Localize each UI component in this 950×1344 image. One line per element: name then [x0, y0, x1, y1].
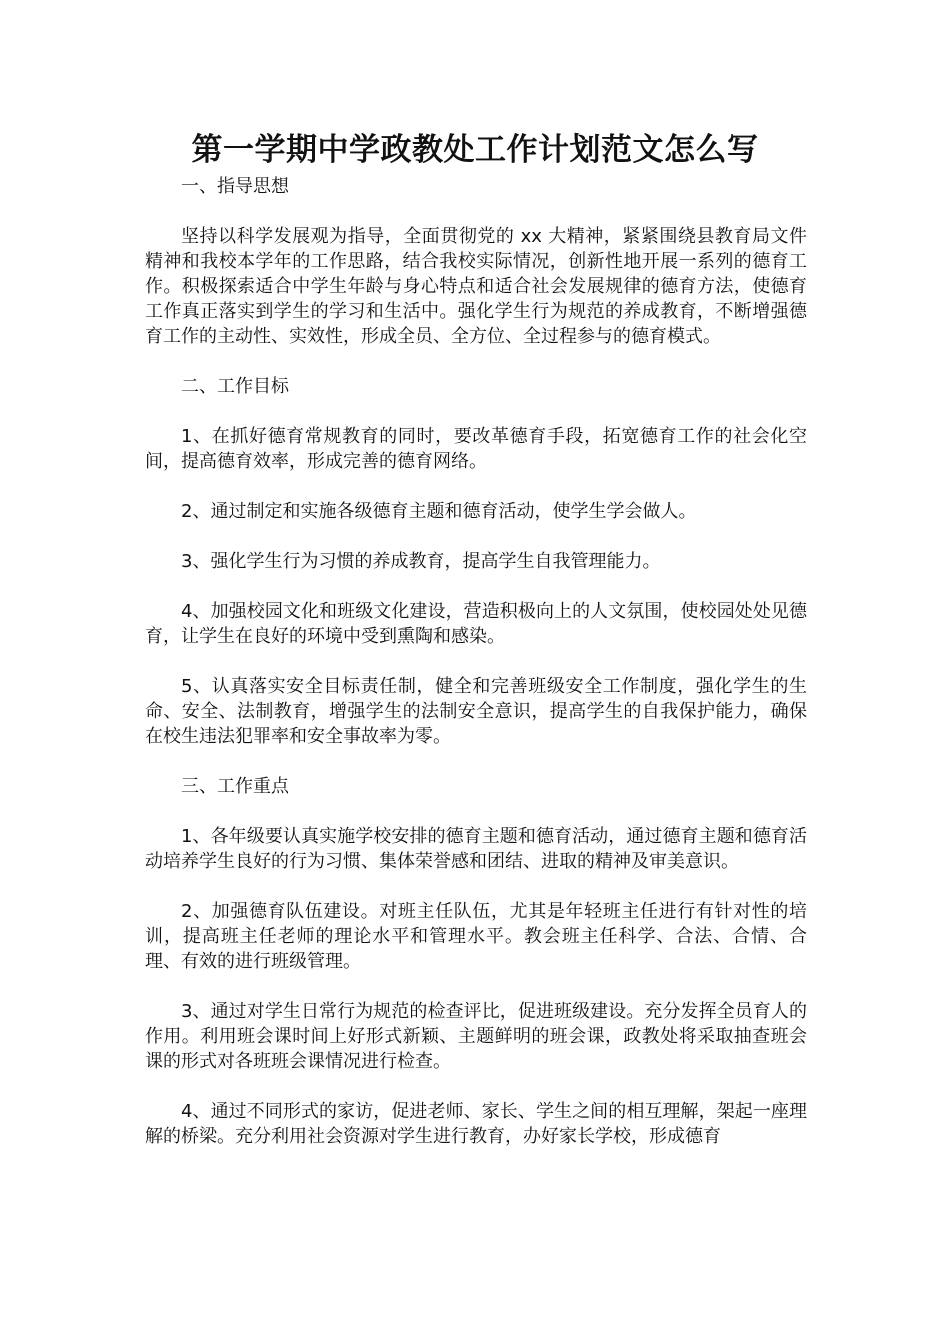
section-heading-work-focus: 三、工作重点 [181, 776, 289, 797]
paragraph: 3、强化学生行为习惯的养成教育，提高学生自我管理能力。 [181, 551, 661, 572]
paragraph: 3、通过对学生日常行为规范的检查评比，促进班级建设。充分发挥全员育人的作用。利用班会课时间上好形式新颖、主题鲜明的班会课，政教处将采取抽查班会课的形式对各班班会课情况进行检查。 [145, 1001, 807, 1072]
section-heading-guiding-ideology: 一、指导思想 [181, 176, 289, 197]
document-body [145, 174, 807, 1174]
paragraph: 4、通过不同形式的家访，促进老师、家长、学生之间的相互理解，架起一座理解的桥梁。充分利用社会资源对学生进行教育，办好家长学校，形成德育 [145, 1101, 807, 1147]
section-heading-work-goals: 二、工作目标 [181, 376, 289, 397]
paragraph: 坚持以科学发展观为指导，全面贯彻党的 xx 大精神，紧紧围绕县教育局文件精神和我校本学年的工作思路，结合我校实际情况，创新性地开展一系列的德育工作。积极探索适合中学生年龄与身心特点和适合社会发展规律的德育方法，使德育工作真正落实到学生的学习和生活中。强化学生行为规范的养成教育，不断增强德育工作的主动性、实效性，形成全员、全方位、全过程参与的德育模式。 [145, 226, 807, 347]
paragraph: 4、加强校园文化和班级文化建设，营造积极向上的人文氛围，使校园处处见德育，让学生在良好的环境中受到熏陶和感染。 [145, 601, 807, 647]
paragraph: 2、加强德育队伍建设。对班主任队伍，尤其是年轻班主任进行有针对性的培训，提高班主任老师的理论水平和管理水平。教会班主任科学、合法、合情、合理、有效的进行班级管理。 [145, 901, 807, 972]
paragraph: 1、在抓好德育常规教育的同时，要改革德育手段，拓宽德育工作的社会化空间，提高德育效率，形成完善的德育网络。 [145, 426, 807, 472]
paragraph: 1、各年级要认真实施学校安排的德育主题和德育活动，通过德育主题和德育活动培养学生良好的行为习惯、集体荣誉感和团结、进取的精神及审美意识。 [145, 826, 807, 872]
document-title: 第一学期中学政教处工作计划范文怎么写 [191, 132, 759, 168]
paragraph: 5、认真落实安全目标责任制，健全和完善班级安全工作制度，强化学生的生命、安全、法制教育，增强学生的法制安全意识，提高学生的自我保护能力，确保在校生违法犯罪率和安全事故率为零。 [145, 676, 807, 747]
paragraph: 2、通过制定和实施各级德育主题和德育活动，使学生学会做人。 [181, 501, 697, 522]
